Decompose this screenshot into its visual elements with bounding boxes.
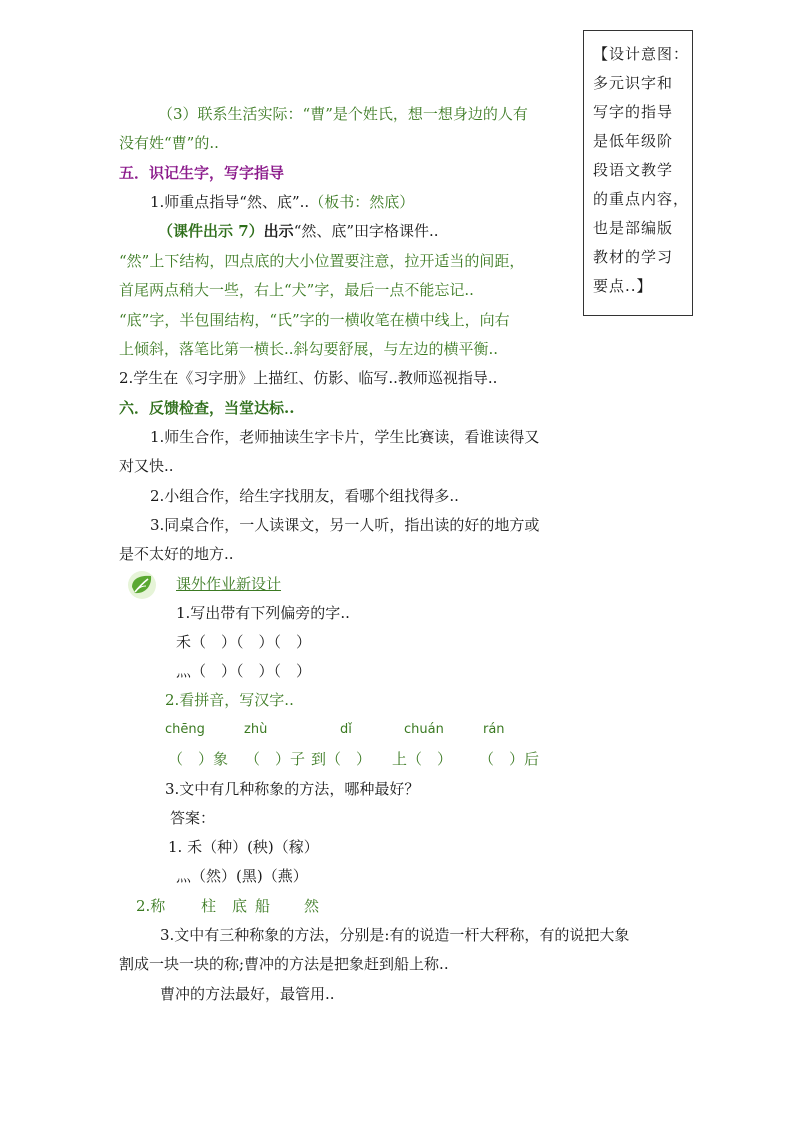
hw-q2: 2.看拼音，写汉字.. bbox=[165, 691, 294, 709]
section6-p3-line2: 是不太好的地方.. bbox=[119, 545, 234, 563]
section6-p3-line1: 3.同桌合作，一人读课文，另一人听，指出读的好的地方或 bbox=[150, 516, 540, 534]
section5-p3: 2.学生在《习字册》上描红、仿影、临写..教师巡视指导.. bbox=[119, 369, 498, 387]
homework-title: 课外作业新设计 bbox=[176, 575, 282, 593]
hw-q3: 3.文中有几种称象的方法，哪种最好？ bbox=[165, 780, 420, 798]
design-intent-line: 要点..】 bbox=[593, 277, 653, 295]
section5-p1 bbox=[150, 192, 414, 212]
answer1-row1: 1. 禾（种）(秧)（稼） bbox=[168, 838, 319, 856]
section5-heading: 五．识记生字，写字指导 bbox=[119, 164, 285, 182]
section5-p2 bbox=[158, 221, 439, 241]
pinyin-2: zhù bbox=[244, 722, 268, 737]
section6-p2: 2.小组合作，给生字找朋友，看哪个组找得多.. bbox=[150, 487, 459, 505]
design-intent-line: 写字的指导 bbox=[593, 103, 674, 121]
item3-line1: （3）联系生活实际：“曹”是个姓氏，想一想身边的人有 bbox=[158, 105, 528, 123]
ran-guide-line2: 首尾两点稍大一些，右上“犬”字，最后一点不能忘记.. bbox=[119, 281, 474, 299]
blank-3: 到（ ） bbox=[311, 750, 372, 768]
courseware-note: （课件出示 7） bbox=[158, 222, 264, 240]
design-intent-box bbox=[583, 30, 693, 316]
section6-p1-line1: 1.师生合作，老师抽读生字卡片，学生比赛读，看谁读得又 bbox=[150, 428, 540, 446]
hw-q1: 1.写出带有下列偏旁的字.. bbox=[176, 604, 350, 622]
item3-line2: 没有姓“曹”的.. bbox=[119, 134, 219, 152]
di-guide-line2: 上倾斜，落笔比第一横长..斜勾要舒展，与左边的横平衡.. bbox=[119, 340, 499, 358]
answer2-label: 2.称 bbox=[136, 897, 166, 915]
answer1-row2: 灬（然）(黑)（燕） bbox=[176, 867, 308, 885]
section6-heading: 六．反馈检查，当堂达标.. bbox=[119, 399, 295, 417]
pinyin-4: chuán bbox=[404, 722, 444, 737]
answer2-word: 船 bbox=[255, 897, 271, 915]
design-intent-line: 多元识字和 bbox=[593, 74, 674, 92]
courseware-show: 出示 bbox=[263, 222, 294, 240]
blank-4: 上（ ） bbox=[392, 750, 453, 768]
pinyin-3: dǐ bbox=[340, 722, 352, 737]
blank-5: （ ）后 bbox=[479, 750, 540, 768]
design-intent-line: 的重点内容， bbox=[593, 190, 690, 208]
courseware-rest: “然、底”田字格课件.. bbox=[293, 222, 439, 240]
section6-p1-line2: 对又快.. bbox=[119, 457, 174, 475]
answer3-line2: 割成一块一块的称;曹冲的方法是把象赶到船上称.. bbox=[119, 955, 449, 973]
hw-q1-row1: 禾（ ）（ ）（ ） bbox=[176, 633, 312, 651]
pinyin-5: rán bbox=[483, 722, 505, 737]
answer3-line3: 曹冲的方法最好，最管用.. bbox=[160, 985, 335, 1003]
blank-2: （ ）子 bbox=[245, 750, 306, 768]
answer-label: 答案： bbox=[170, 809, 216, 827]
blank-1: （ ）象 bbox=[168, 750, 229, 768]
di-guide-line1: “底”字，半包围结构，“氏”字的一横收笔在横中线上，向右 bbox=[119, 311, 510, 329]
answer2-word: 然 bbox=[304, 897, 320, 915]
ran-guide-line1: “然”上下结构，四点底的大小位置要注意，拉开适当的间距， bbox=[119, 252, 525, 270]
pinyin-1: chēng bbox=[165, 722, 205, 737]
leaf-homework-icon bbox=[127, 570, 157, 600]
answer3-line1: 3.文中有三种称象的方法，分别是:有的说造一杆大秤称，有的说把大象 bbox=[160, 926, 630, 944]
design-intent-line: 是低年级阶 bbox=[593, 132, 674, 150]
answer2-word: 柱 bbox=[201, 897, 217, 915]
design-intent-line: 【设计意图： bbox=[593, 45, 690, 63]
design-intent-line: 也是部编版 bbox=[593, 219, 674, 237]
answer2-word: 底 bbox=[232, 897, 248, 915]
board-note: （板书：然底） bbox=[309, 193, 415, 211]
hw-q1-row2: 灬（ ）（ ）（ ） bbox=[176, 662, 312, 680]
design-intent-line: 教材的学习 bbox=[593, 248, 674, 266]
design-intent-line: 段语文教学 bbox=[593, 161, 674, 179]
section5-p1-text: 1.师重点指导“然、底”.. bbox=[150, 193, 310, 211]
